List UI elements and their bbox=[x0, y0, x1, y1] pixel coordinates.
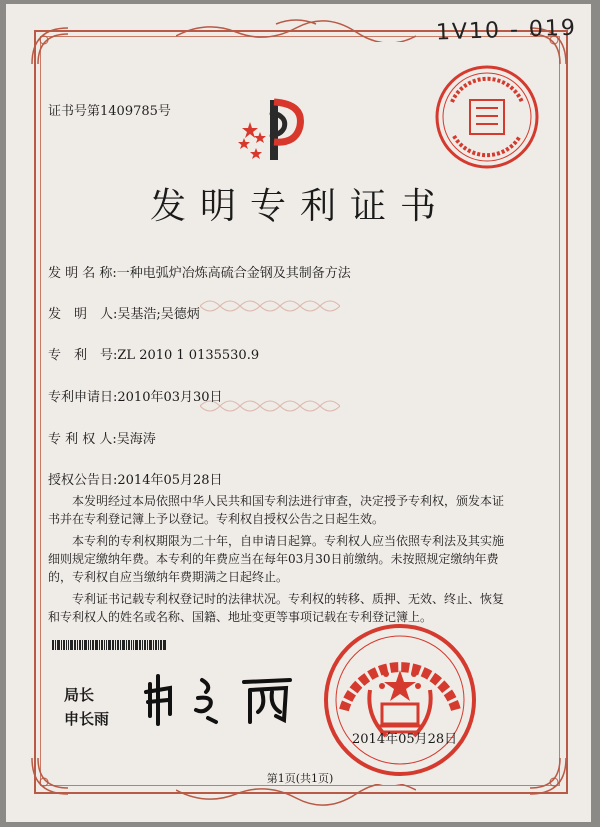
top-flourish bbox=[176, 18, 416, 42]
barcode bbox=[52, 640, 217, 650]
paragraph: 本发明经过本局依照中华人民共和国专利法进行审查，决定授予专利权，颁发本证书并在专利登记簿上予以登记。专利权自授权公告之日起生效。 bbox=[48, 494, 505, 526]
field-label: 专 利 权 人: bbox=[48, 432, 117, 447]
director-name: 申长雨 bbox=[64, 710, 110, 728]
handwritten-note: 1V10 - 019 bbox=[435, 15, 578, 46]
field-invention-name bbox=[48, 262, 351, 281]
field-value: 吴基浩;吴德炳 bbox=[117, 307, 200, 322]
bottom-flourish bbox=[176, 784, 416, 808]
patent-office-logo bbox=[230, 92, 310, 172]
field-label: 授权公告日: bbox=[48, 473, 118, 488]
field-label: 专利申请日: bbox=[48, 390, 118, 405]
page-number: 第1页(共1页) bbox=[266, 772, 334, 785]
field-value: ZL 2010 1 0135530.9 bbox=[117, 348, 260, 363]
field-patent-number bbox=[48, 344, 259, 363]
director-signature bbox=[140, 670, 310, 730]
field-label: 发 明 人: bbox=[48, 307, 118, 322]
agency-seal bbox=[432, 62, 542, 172]
seal-date: 2014年05月28日 bbox=[352, 732, 458, 747]
field-value: 2014年05月28日 bbox=[117, 473, 223, 488]
paragraph: 专利证书记载专利权登记时的法律状况。专利权的转移、质押、无效、终止、恢复和专利权人的姓名或名称、国籍、地址变更等事项记载在专利登记簿上。 bbox=[48, 592, 505, 624]
paragraph: 本专利的专利权期限为二十年，自申请日起算。专利权人应当依照专利法及其实施细则规定缴纳年费。本专利的年费应当在每年03月30日前缴纳。未按照规定缴纳年费的，专利权自应当缴纳年费期满之日起终止。 bbox=[48, 534, 505, 584]
official-seal bbox=[320, 620, 480, 780]
director-title: 局长 bbox=[64, 686, 95, 704]
field-value: 吴海涛 bbox=[116, 432, 156, 447]
field-inventors bbox=[48, 303, 200, 322]
field-patentee bbox=[48, 428, 156, 447]
certificate-number: 证书号第1409785号 bbox=[48, 104, 171, 119]
corner-ornament bbox=[30, 26, 70, 66]
field-value: 2010年03月30日 bbox=[117, 390, 223, 405]
field-grant-date bbox=[48, 469, 223, 488]
field-filing-date bbox=[48, 386, 223, 405]
field-value: 一种电弧炉冶炼高硫合金钢及其制备方法 bbox=[116, 266, 351, 281]
field-label: 专 利 号: bbox=[48, 348, 118, 363]
field-label: 发 明 名 称: bbox=[48, 266, 117, 281]
page-title: 发明专利证书 bbox=[149, 186, 450, 227]
guilloche-pattern bbox=[200, 296, 340, 316]
